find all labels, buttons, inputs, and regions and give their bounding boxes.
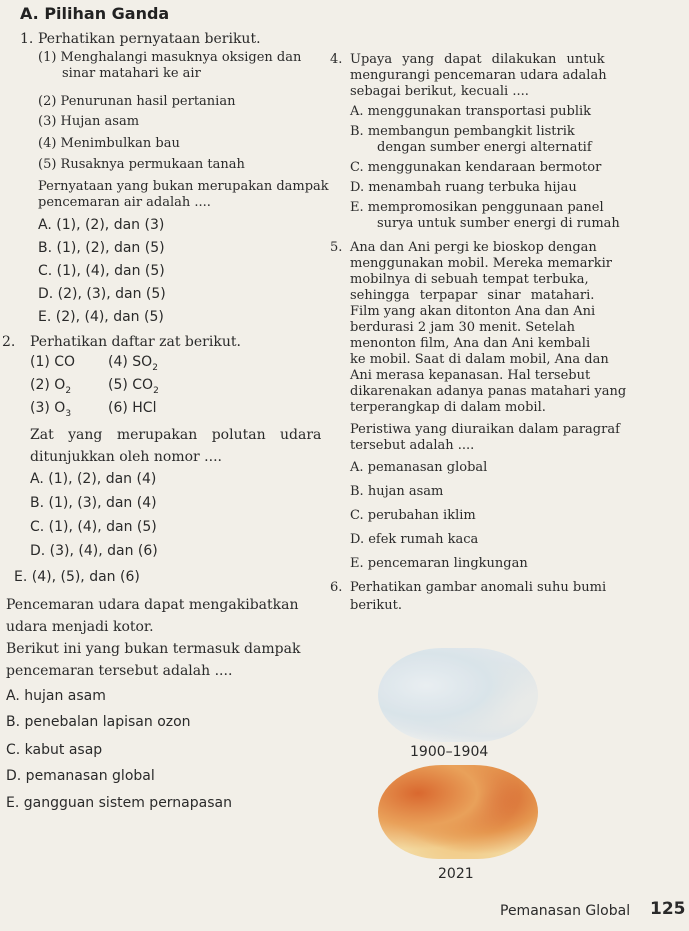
q1-option-a[interactable]: A. (1), (2), dan (3) [38,217,165,233]
q1-item-4: (4) Menimbulkan bau [38,136,180,151]
q4-line-3: sebagai berikut, kecuali .... [350,84,529,99]
q4-option-c[interactable]: C. menggunakan kendaraan bermotor [350,160,602,175]
q4-option-b[interactable]: B. membangun pembangkit listrik [350,124,575,139]
q5-line-8: ke mobil. Saat di dalam mobil, Ana dan [350,352,609,367]
q3-option-a[interactable]: A. hujan asam [6,688,106,704]
q3-option-e[interactable]: E. gangguan sistem pernapasan [6,795,232,811]
q2-option-e[interactable]: E. (4), (5), dan (6) [14,569,140,585]
q5-option-e[interactable]: E. pencemaran lingkungan [350,556,528,571]
q1-number: 1. [20,31,34,47]
q1-option-c[interactable]: C. (1), (4), dan (5) [38,263,165,279]
q3-line-3: Berikut ini yang bukan termasuk dampak [6,641,301,657]
q2-list-1: (1) CO [30,354,76,370]
q5-line-6: berdurasi 2 jam 30 menit. Setelah [350,320,576,335]
temperature-anomaly-map-2021 [378,765,538,859]
q5-line-3: mobilnya di sebuah tempat terbuka, [350,272,589,287]
q4-option-e-cont: surya untuk sumber energi di rumah [377,216,620,231]
q2-question-2: ditunjukkan oleh nomor .... [30,449,222,465]
q5-option-a[interactable]: A. pemanasan global [350,460,488,475]
temperature-anomaly-map-1900 [378,648,538,742]
q5-option-d[interactable]: D. efek rumah kaca [350,532,479,547]
q5-line-9: Ani merasa kepanasan. Hal tersebut [350,368,591,383]
q5-line-7: menonton film, Ana dan Ani kembali [350,336,591,351]
q5-question-1: Peristiwa yang diuraikan dalam paragraf [350,422,620,437]
q5-line-2: menggunakan mobil. Mereka memarkir [350,256,612,271]
q1-option-d[interactable]: D. (2), (3), dan (5) [38,286,166,302]
q3-line-1: Pencemaran udara dapat mengakibatkan [6,597,299,613]
q5-line-10: dikarenakan adanya panas matahari yang [350,384,627,399]
q4-line-1: Upaya yang dapat dilakukan untuk [350,52,605,67]
q5-option-c[interactable]: C. perubahan iklim [350,508,476,523]
q1-option-b[interactable]: B. (1), (2), dan (5) [38,240,165,256]
q1-question-2: pencemaran air adalah .... [38,195,211,210]
q4-option-a[interactable]: A. menggunakan transportasi publik [350,104,592,119]
q1-item-1-cont: sinar matahari ke air [62,66,201,81]
q3-option-d[interactable]: D. pemanasan global [6,768,155,784]
q2-option-c[interactable]: C. (1), (4), dan (5) [30,519,157,535]
q2-question-1: Zat yang merupakan polutan udara [30,427,322,443]
q5-line-11: terperangkap di dalam mobil. [350,400,546,415]
q1-item-3: (3) Hujan asam [38,114,140,129]
q2-option-a[interactable]: A. (1), (2), dan (4) [30,471,157,487]
q2-option-d[interactable]: D. (3), (4), dan (6) [30,543,158,559]
q1-item-1: (1) Menghalangi masuknya oksigen dan [38,50,302,65]
section-title: A. Pilihan Ganda [20,4,170,23]
q1-item-2: (2) Penurunan hasil pertanian [38,94,236,109]
q2-list-5: (5) $CO_2$ [108,377,159,396]
map-label-1900-1904: 1900–1904 [410,744,489,760]
q3-line-2: udara menjadi kotor. [6,619,154,635]
q2-list-3: (3) $O_3$ [30,400,72,419]
q5-number: 5. [330,240,343,255]
q5-question-2: tersebut adalah .... [350,438,475,453]
q2-option-b[interactable]: B. (1), (3), dan (4) [30,495,157,511]
q6-number: 6. [330,580,343,595]
q1-stem: Perhatikan pernyataan berikut. [38,31,261,47]
q6-line-2: berikut. [350,598,402,613]
footer-chapter-label: Pemanasan Global [500,903,631,919]
q1-item-5: (5) Rusaknya permukaan tanah [38,157,245,172]
q5-line-5: Film yang akan ditonton Ana dan Ani [350,304,596,319]
q4-line-2: mengurangi pencemaran udara adalah [350,68,607,83]
page-number: 125 [650,899,686,919]
q2-list-2: (2) $O_2$ [30,377,72,396]
q6-line-1: Perhatikan gambar anomali suhu bumi [350,580,607,595]
q2-number: 2. [2,334,16,350]
q4-option-e[interactable]: E. mempromosikan penggunaan panel [350,200,604,215]
q3-option-c[interactable]: C. kabut asap [6,742,103,758]
q4-option-b-cont: dengan sumber energi alternatif [377,140,592,155]
q2-list-4: (4) $SO_2$ [108,354,158,373]
q2-stem: Perhatikan daftar zat berikut. [30,334,241,350]
q2-list-6: (6) HCl [108,400,157,416]
q4-option-d[interactable]: D. menambah ruang terbuka hijau [350,180,577,195]
q4-number: 4. [330,52,343,67]
q1-question-1: Pernyataan yang bukan merupakan dampak [38,179,329,194]
q1-option-e[interactable]: E. (2), (4), dan (5) [38,309,164,325]
map-label-2021: 2021 [438,866,474,882]
q5-option-b[interactable]: B. hujan asam [350,484,444,499]
q5-line-1: Ana dan Ani pergi ke bioskop dengan [350,240,597,255]
q5-line-4: sehingga terpapar sinar matahari. [350,288,595,303]
q3-option-b[interactable]: B. penebalan lapisan ozon [6,714,191,730]
q3-line-4: pencemaran tersebut adalah .... [6,663,233,679]
